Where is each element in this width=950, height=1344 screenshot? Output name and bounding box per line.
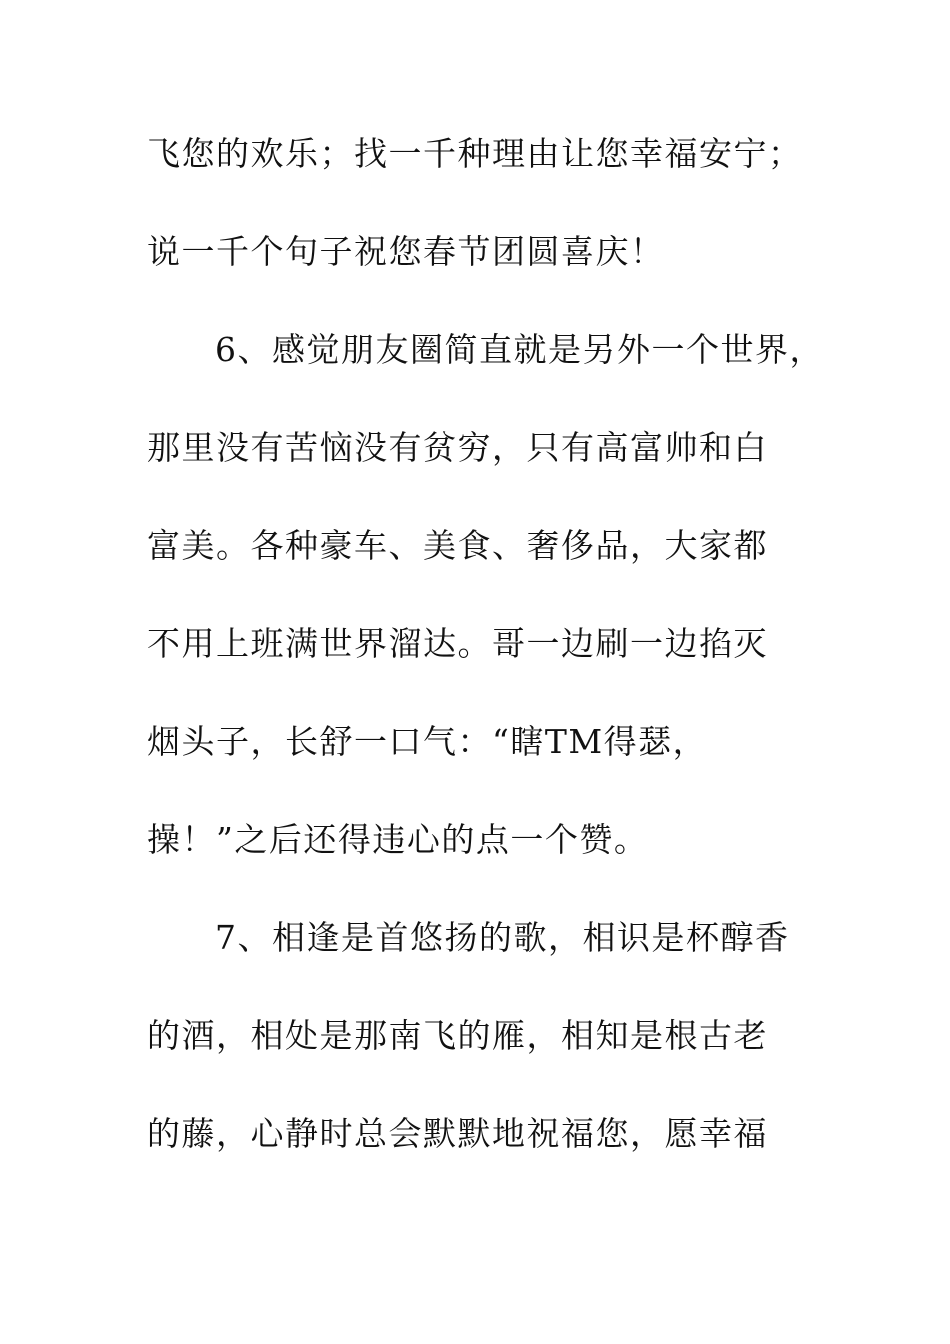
text-line-7: 烟头子，长舒一口气：“瞎TM得瑟， — [147, 722, 708, 761]
text-line-2: 说一千个句子祝您春节团圆喜庆！ — [147, 232, 665, 271]
text-line-8: 操！”之后还得违心的点一个赞。 — [147, 820, 649, 859]
text-line-9-paragraph-7-start: 7、相逢是首悠扬的歌，相识是杯醇香 — [215, 918, 790, 957]
document-body — [147, 124, 827, 1202]
text-line-4: 那里没有苦恼没有贫穷，只有高富帅和白 — [147, 428, 768, 467]
text-line-1: 飞您的欢乐；找一千种理由让您幸福安宁； — [147, 134, 803, 173]
text-line-5: 富美。各种豪车、美食、奢侈品，大家都 — [147, 526, 768, 565]
text-line-10: 的酒，相处是那南飞的雁，相知是根古老 — [147, 1016, 768, 1055]
text-line-11: 的藤，心静时总会默默地祝福您，愿幸福 — [147, 1114, 768, 1153]
text-line-3-paragraph-6-start: 6、感觉朋友圈简直就是另外一个世界， — [215, 330, 824, 369]
text-line-6: 不用上班满世界溜达。哥一边刷一边掐灭 — [147, 624, 768, 663]
